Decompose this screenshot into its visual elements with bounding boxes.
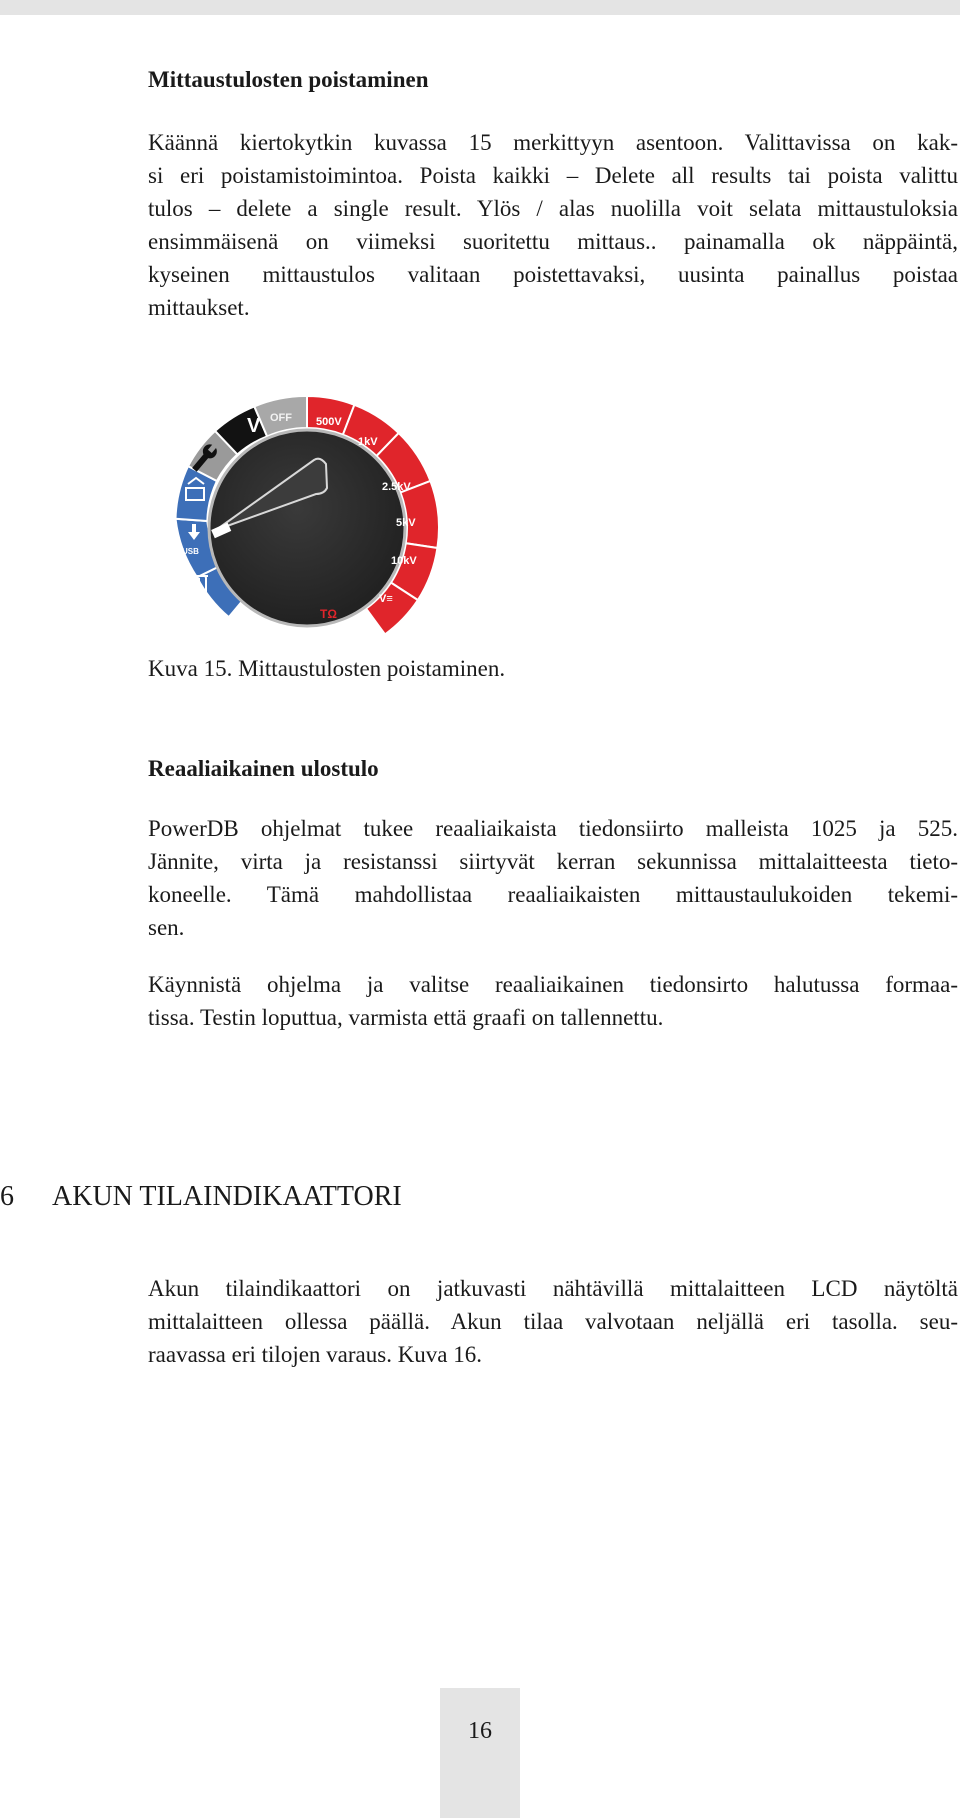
paragraph-realtime-output-2 bbox=[148, 968, 958, 1034]
text-line: mittalaitteen ollessa päällä. Akun tilaa valvotaan neljällä eri tasolla. seu- bbox=[148, 1309, 958, 1334]
dial-label-1kv: 1kV bbox=[358, 436, 378, 448]
page-number-box bbox=[440, 1688, 520, 1818]
text-line: Akun tilaindikaattori on jatkuvasti nähtävillä mittalaitteen LCD näytöltä bbox=[148, 1276, 958, 1301]
dial-label-10kv: 10kV bbox=[391, 555, 417, 567]
text-line: Jännite, virta ja resistanssi siirtyvät kerran sekunnissa mittalaitteesta tieto- bbox=[148, 849, 958, 874]
text-line: si eri poistamistoimintoa. Poista kaikki – Delete all results tai poista valittu bbox=[148, 163, 958, 188]
section-heading-results-deletion: Mittaustulosten poistaminen bbox=[148, 67, 429, 92]
text-line: ensimmäisenä on viimeksi suoritettu mittaus.. painamalla ok näppäintä, bbox=[148, 229, 958, 254]
section-heading-realtime-output: Reaaliaikainen ulostulo bbox=[148, 756, 379, 781]
chapter-number: 6 bbox=[0, 1181, 14, 1212]
text-line: kyseinen mittaustulos valitaan poistettavaksi, uusinta painallus poistaa bbox=[148, 262, 958, 287]
dial-label-500v: 500V bbox=[316, 416, 342, 428]
dial-label-tohm: TΩ bbox=[320, 607, 337, 621]
text-line: Käynnistä ohjelma ja valitse reaaliaikainen tiedonsirto halutussa formaa- bbox=[148, 972, 958, 997]
chapter-title: AKUN TILAINDIKAATTORI bbox=[52, 1181, 402, 1212]
paragraph-realtime-output-1 bbox=[148, 812, 958, 944]
dial-label-vx: V≡ bbox=[379, 593, 393, 605]
text-line: Käännä kiertokytkin kuvassa 15 merkittyyn asentoon. Valittavissa on kak- bbox=[148, 130, 958, 155]
text-line: PowerDB ohjelmat tukee reaaliaikaista tiedonsiirto malleista 1025 ja 525. bbox=[148, 816, 958, 841]
rotary-switch-dial-figure bbox=[164, 378, 446, 638]
figure-15-caption: Kuva 15. Mittaustulosten poistaminen. bbox=[148, 656, 506, 681]
rotary-knob bbox=[209, 430, 405, 626]
top-bar bbox=[0, 0, 960, 15]
dial-label-2-5kv: 2.5kV bbox=[382, 481, 411, 493]
paragraph-battery-indicator bbox=[148, 1272, 958, 1371]
dial-label-off: OFF bbox=[270, 412, 292, 424]
dial-label-5kv: 5kV bbox=[396, 517, 416, 529]
dial-label-usb: USB bbox=[182, 547, 199, 556]
dial-label-v: V bbox=[247, 415, 261, 437]
text-line: raavassa eri tilojen varaus. Kuva 16. bbox=[148, 1342, 483, 1367]
text-line: sen. bbox=[148, 915, 185, 940]
page-number: 16 bbox=[468, 1718, 492, 1744]
text-line: mittaukset. bbox=[148, 295, 250, 320]
text-line: koneelle. Tämä mahdollistaa reaaliaikaisten mittaustaulukoiden tekemi- bbox=[148, 882, 958, 907]
paragraph-results-deletion bbox=[148, 126, 958, 324]
text-line: tissa. Testin loputtua, varmista että graafi on tallennettu. bbox=[148, 1005, 664, 1030]
trash-icon bbox=[190, 576, 208, 594]
text-line: tulos – delete a single result. Ylös / alas nuolilla voit selata mittaustuloksia bbox=[148, 196, 958, 221]
